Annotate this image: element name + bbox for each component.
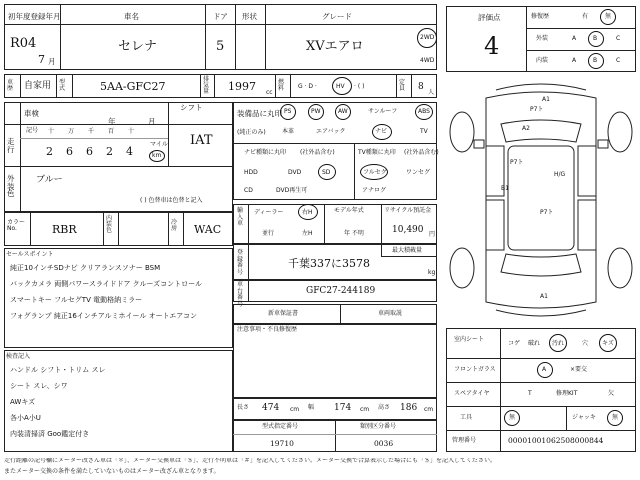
mile-unit: マイル	[150, 141, 168, 148]
width-value: 174	[334, 403, 352, 413]
jack-value: 無	[612, 414, 619, 421]
reg-month: 7	[38, 53, 45, 66]
color-note: ( ) 色替車は色替と記入	[140, 197, 203, 204]
mgmt-label: 管理番号	[452, 437, 477, 444]
fuel-options: G · D ·	[298, 83, 317, 90]
digit-header: 百	[108, 128, 115, 135]
vin-label: 車台番号	[237, 281, 244, 308]
spare-t: T	[528, 390, 532, 397]
nav-title: ナビ種類に丸印	[244, 149, 287, 156]
cc-unit: cc	[266, 89, 273, 96]
wheel-left-front	[450, 112, 474, 152]
left-rear-door	[486, 200, 504, 250]
model-name: セレナ	[118, 39, 158, 54]
width-unit: cm	[360, 406, 370, 413]
wheel-right-rear	[608, 248, 632, 288]
plate-label: 登録番号	[237, 249, 244, 276]
notes-label: 注意事項・不良修復歴	[237, 326, 298, 333]
mileage-digit: 6	[86, 145, 93, 158]
seat-burn: コゲ	[508, 340, 521, 347]
damage-a1-rear: A1	[540, 293, 548, 300]
damage-a1-front: A1	[542, 96, 550, 103]
spare-label: スペアタイヤ	[454, 390, 490, 397]
drive-2wd: 2WD	[420, 34, 435, 41]
mgmt-number: 00001001062508000844	[508, 436, 604, 445]
vin-value: GFC27-244189	[306, 286, 376, 296]
capacity-value: 8	[418, 82, 424, 92]
equip-leather: 本革	[282, 128, 295, 135]
length-unit: cm	[290, 406, 300, 413]
sales-point-line: スマートキー フルセグTV 電動格納ミラー	[10, 296, 143, 304]
door-count: 5	[216, 39, 225, 54]
nav-dvd: DVD	[288, 169, 302, 176]
category-number-label: 類別区分番号	[360, 423, 397, 430]
km-unit: km	[152, 152, 162, 159]
inspection-notes-label: 検査記入	[6, 353, 31, 360]
sales-label: セールスポイント	[6, 251, 54, 258]
inspection-year: 年	[108, 117, 116, 126]
import-right-h: 右H	[302, 209, 313, 216]
max-load-unit: kg	[428, 269, 436, 276]
width-label: 幅	[308, 404, 315, 411]
recycle-unit: 円	[429, 231, 436, 238]
exterior-grade-label: 外装	[536, 35, 549, 42]
interior-grade-label: 内装	[536, 57, 549, 64]
tv-oneseg: ワンセグ	[406, 169, 431, 176]
tv-title: TV種類に丸印	[358, 149, 396, 156]
tools-value: 無	[509, 414, 516, 421]
aircon-value: WAC	[194, 223, 222, 236]
repair-no: 無	[605, 13, 612, 20]
category-label: 車歴	[7, 79, 14, 92]
digit-header: 千	[88, 128, 95, 135]
capacity-unit: 人	[428, 89, 435, 96]
fuel-label: 燃料	[278, 79, 285, 92]
nav-sd: SD	[322, 169, 331, 176]
wheel-right-front	[608, 112, 632, 152]
exterior-grade-c: C	[616, 35, 621, 42]
reg-year-label: 初年度登録年月	[8, 12, 61, 21]
documents-box	[233, 304, 437, 324]
interior-grade-b: B	[593, 57, 598, 64]
capacity-label: 定員	[399, 79, 406, 92]
length-value: 474	[262, 403, 280, 413]
nav-dvd-play: DVD再生可	[276, 187, 308, 194]
footnote-line-1: 走行距離の記号欄にメーター改ざん車は「＊」、メーター交換車は「＄」、走行不明車は「＃」を記入してください。メーター交換で合算表示した場合にも「＄」を記入してください。	[4, 458, 497, 464]
jack-label: ジャッキ	[572, 414, 596, 421]
import-parallel: 並行	[262, 230, 275, 237]
damage-b1: B1	[501, 185, 509, 192]
nav-hdd: HDD	[244, 169, 258, 176]
vehicle-manual: 車両取説	[378, 310, 403, 317]
exterior-value: ブルー	[36, 175, 63, 185]
shift-label: シフト	[180, 103, 203, 112]
tools-label: 工具	[460, 414, 473, 421]
mileage-digit: 6	[66, 145, 73, 158]
exterior-grade-a: A	[572, 35, 577, 42]
equip-pw: PW	[311, 108, 321, 115]
equip-airbag: エアバック	[316, 128, 346, 135]
tv-note: (社外品含む)	[404, 149, 439, 156]
type-value: 5AA-GFC27	[100, 80, 166, 93]
equip-sunroof: サンルーフ	[368, 108, 398, 115]
seat-stain: 汚れ	[552, 340, 565, 347]
sales-point-line: フォグランプ 純正16インチアルミホイール オートエアコン	[10, 312, 197, 320]
digit-header: 万	[68, 128, 75, 135]
month-suffix: 月	[48, 57, 56, 66]
nav-note: (社外品含む)	[300, 149, 335, 156]
inspection-note-line: AWキズ	[10, 398, 36, 406]
repair-label: 修復歴	[531, 13, 550, 20]
sales-point-line: 純正10インチSDナビ クリアランスソナー BSM	[10, 264, 161, 272]
plate-value: 千葉337に3578	[288, 257, 370, 270]
height-unit: cm	[424, 406, 434, 413]
nav-cd: CD	[244, 187, 253, 194]
tv-analog: アナログ	[362, 187, 387, 194]
glass-a: A	[542, 366, 547, 373]
model-label: 車名	[124, 12, 139, 21]
height-label: 高さ	[378, 404, 391, 411]
equip-aw: AW	[338, 108, 348, 115]
interior-grade-c: C	[616, 57, 621, 64]
glass-replace: ×要交	[570, 366, 588, 373]
rear-bumper	[496, 310, 586, 316]
spare-kit: 修理KIT	[556, 390, 578, 397]
inspection-note-line: シート スレ、シワ	[10, 382, 68, 390]
equip-ps: PS	[284, 108, 292, 115]
left-mirror	[474, 140, 484, 148]
interior-grade-a: A	[572, 57, 577, 64]
fuel-hv: HV	[336, 83, 345, 90]
record-label: 記号	[26, 127, 39, 134]
damage-pt-left: P7ト	[510, 159, 524, 166]
color-code-label: カラー No.	[7, 219, 26, 232]
wheel-left-rear	[450, 248, 474, 288]
type-designation: 19710	[270, 439, 294, 448]
repair-yes: 有	[582, 13, 589, 20]
seat-hole: 穴	[582, 340, 589, 347]
model-year: 年 不明	[344, 230, 364, 237]
inspection-note-line: 各小A小U	[10, 414, 41, 422]
length-label: 長さ	[237, 404, 250, 411]
score-value: 4	[484, 32, 500, 60]
import-dealer: ディーラー	[254, 209, 284, 216]
type-label: 型式	[59, 79, 66, 92]
grade-label: グレード	[322, 12, 352, 21]
displacement-value: 1997	[228, 80, 256, 93]
inspection-note-line: ハンドル シフト・トリム スレ	[10, 366, 106, 374]
exterior-label: 外装色	[7, 174, 15, 198]
seat-scratch: キズ	[602, 340, 614, 347]
new-warranty: 新車保証書	[268, 310, 299, 317]
reg-year: R04	[10, 36, 37, 51]
seat-label: 室内シート	[454, 336, 485, 343]
damage-pt-roof: P7ト	[540, 209, 554, 216]
damage-pt-front: P7ト	[530, 106, 544, 113]
inspection-month: 月	[148, 117, 156, 126]
equip-subtitle: (純正のみ)	[237, 129, 266, 136]
front-windshield	[501, 120, 581, 142]
damage-hg: H/G	[554, 171, 566, 178]
inspection-note-line: 内装清掃済 Goo鑑定付き	[10, 430, 90, 438]
rear-glass	[501, 254, 581, 276]
equip-navi: ナビ	[375, 128, 388, 135]
spare-none: 欠	[608, 390, 615, 397]
import-label: 輸入車	[237, 207, 244, 228]
right-rear-door	[578, 200, 596, 250]
seat-tear: 破れ	[528, 340, 541, 347]
notes-box	[233, 324, 437, 398]
fuel-rest: · ( )	[354, 83, 365, 90]
glass-label: フロントガラス	[454, 366, 496, 373]
type-designation-label: 型式指定番号	[262, 423, 299, 430]
import-left-h: 左H	[302, 230, 313, 237]
mileage-digit: 4	[126, 145, 133, 158]
shift-value: IAT	[190, 133, 213, 148]
sales-point-line: バックカメラ 両側パワースライドドア クルーズコントロール	[10, 280, 202, 288]
equip-abs: ABS	[418, 108, 430, 115]
digit-header: 十	[128, 128, 135, 135]
mileage-digit: 2	[106, 145, 113, 158]
category-number: 0036	[374, 439, 394, 448]
digit-header: 十	[48, 128, 55, 135]
mileage-box	[4, 102, 233, 212]
category-value: 自家用	[24, 81, 52, 91]
mileage-digit: 2	[46, 145, 53, 158]
interior-color-label: 内装色	[106, 215, 113, 234]
shape-label: 形状	[242, 12, 257, 21]
footnote-line-2: またメーター交換の条件を満たしていないものはメーター改ざん車となります。	[4, 468, 220, 475]
grade-value: XVエアロ	[306, 39, 364, 54]
car-damage-diagram	[446, 76, 636, 324]
score-label: 評価点	[478, 13, 501, 22]
recycle-label: リサイクル預託金	[384, 207, 432, 214]
max-load-label: 最大積載量	[392, 247, 423, 254]
equip-tv: TV	[420, 128, 428, 135]
exterior-grade-b: B	[593, 35, 598, 42]
color-code: RBR	[52, 223, 77, 236]
right-mirror	[598, 140, 608, 148]
recycle-value: 10,490	[392, 225, 424, 235]
right-front-door	[578, 146, 596, 196]
model-year-label: モデル年式	[334, 207, 364, 214]
aircon-label: 冷房	[171, 219, 178, 232]
front-bumper	[496, 84, 586, 90]
damage-a2-front: A2	[522, 125, 530, 132]
equip-title: 装備品に丸印	[237, 109, 282, 118]
drive-4wd: 4WD	[420, 57, 435, 64]
displacement-label: 排気量	[203, 76, 210, 95]
run-label: 走行	[7, 137, 15, 154]
inspection-label: 車検	[24, 109, 39, 118]
tv-fullseg: フルセグ	[363, 169, 387, 176]
height-value: 186	[400, 403, 418, 413]
door-label: ドア	[213, 12, 228, 21]
